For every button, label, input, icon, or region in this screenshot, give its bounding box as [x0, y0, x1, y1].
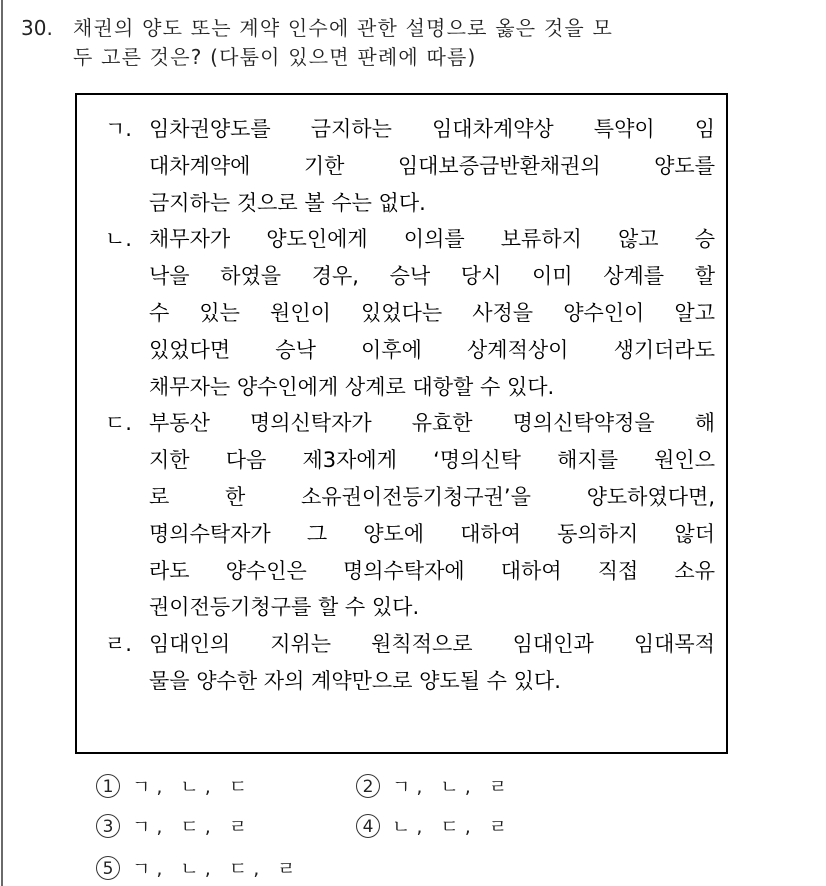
page-left-border: [1, 0, 3, 886]
choice-options: ㄱ, ㄴ, ㄹ: [392, 776, 514, 798]
choice-4[interactable]: [356, 812, 513, 839]
statement-line: 지한 다음 제3자에게 ‘명의신탁 해지를 원인으: [149, 448, 715, 473]
choice-options: ㄱ, ㄴ, ㄷ, ㄹ: [132, 858, 302, 880]
statement-line: 권이전등기청구를 할 수 있다.: [149, 595, 420, 620]
statement-line: 임대인의 지위는 원칙적으로 임대인과 임대목적: [149, 632, 715, 657]
choice-number-circle: 5: [96, 856, 120, 880]
statement-line: 로 한 소유권이전등기청구권’을 양도하였다면,: [149, 484, 715, 509]
statement-box: [75, 93, 728, 754]
choice-number-circle: 1: [96, 774, 120, 798]
choice-number-circle: 3: [96, 814, 120, 838]
question-number: 30.: [21, 16, 53, 40]
choice-5[interactable]: [96, 854, 302, 881]
statement-item-digeut: [105, 405, 715, 626]
statement-marker: ㄱ.: [105, 117, 132, 141]
choice-number-circle: 4: [356, 814, 380, 838]
question-text-1: 채권의 양도 또는 계약 인수에 관한 설명으로 옳은 것을 모: [73, 16, 613, 40]
statement-line: 부동산 명의신탁자가 유효한 명의신탁약정을 해: [149, 411, 715, 436]
choice-2[interactable]: [356, 772, 513, 799]
statement-marker: ㄹ.: [105, 632, 132, 657]
statement-item-giyeok: [105, 111, 715, 221]
statement-marker: ㄴ.: [105, 227, 132, 252]
statement-marker: ㄷ.: [105, 411, 132, 436]
question-line-1: [21, 14, 811, 43]
choice-options: ㄴ, ㄷ, ㄹ: [392, 816, 514, 838]
statement-line: 채무자는 양수인에게 상계로 대항할 수 있다.: [149, 374, 555, 399]
choice-1[interactable]: [96, 772, 253, 799]
choice-3[interactable]: [96, 812, 253, 839]
statement-line: 금지하는 것으로 볼 수는 없다.: [149, 190, 426, 215]
question-line-2: 두 고른 것은? (다툼이 있으면 판례에 따름): [73, 45, 477, 69]
statement-line: 라도 양수인은 명의수탁자에 대하여 직접 소유: [149, 558, 715, 583]
statement-line: 임차권양도를 금지하는 임대차계약상 특약이 임: [149, 117, 715, 141]
statement-item-nieun: [105, 221, 715, 405]
statement-line: 있었다면 승낙 이후에 상계적상이 생기더라도: [149, 337, 715, 362]
question-stem: [21, 14, 811, 72]
statement-line: 채무자가 양도인에게 이의를 보류하지 않고 승: [149, 227, 715, 252]
statement-item-rieul: [105, 626, 715, 700]
choice-options: ㄱ, ㄴ, ㄷ: [132, 776, 254, 798]
choice-options: ㄱ, ㄷ, ㄹ: [132, 816, 254, 838]
statement-line: 수 있는 원인이 있었다는 사정을 양수인이 알고: [149, 300, 715, 325]
choice-number-circle: 2: [356, 774, 380, 798]
statement-line: 물을 양수한 자의 계약만으로 양도될 수 있다.: [149, 668, 561, 693]
statement-list: [105, 111, 715, 700]
statement-line: 대차계약에 기한 임대보증금반환채권의 양도를: [149, 153, 715, 178]
statement-line: 명의수탁자가 그 양도에 대하여 동의하지 않더: [149, 521, 715, 546]
statement-line: 낙을 하였을 경우, 승낙 당시 이미 상계를 할: [149, 264, 715, 289]
